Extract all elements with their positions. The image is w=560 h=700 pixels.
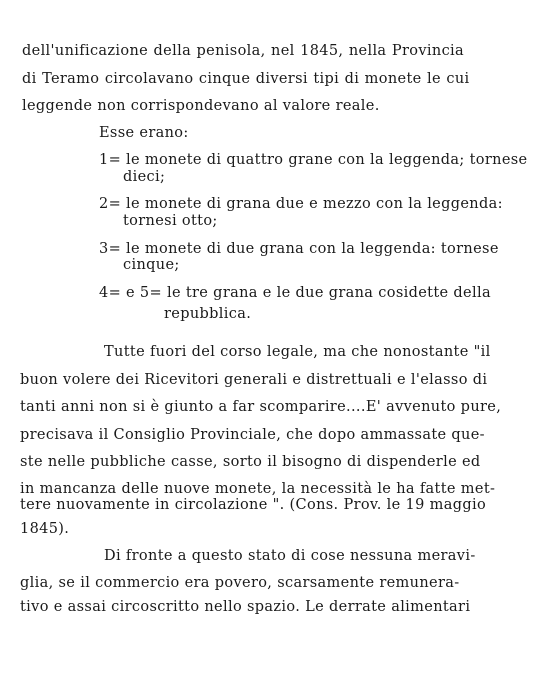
text-line: buon volere dei Ricevitori generali e distrettuali e l'elasso di: [20, 372, 488, 388]
text-line: ste nelle pubbliche casse, sorto il bisogno di dispenderle ed: [20, 454, 481, 470]
text-line: in mancanza delle nuove monete, la necessità le ha fatte met-: [20, 481, 496, 497]
list-item-continuation: dieci;: [123, 169, 166, 185]
text-line: Tutte fuori del corso legale, ma che nonostante "il: [104, 344, 491, 360]
text-line: tanti anni non si è giunto a far scomparire....E' avvenuto pure,: [20, 399, 502, 415]
text-line: 1845).: [20, 521, 70, 537]
list-item: 4= e 5= le tre grana e le due grana cosidette della: [99, 285, 491, 301]
list-item-continuation: repubblica.: [164, 306, 252, 322]
text-line: leggende non corrispondevano al valore reale.: [22, 98, 380, 114]
list-item: 1= le monete di quattro grane con la leggenda; tornese: [99, 152, 528, 168]
list-item-continuation: cinque;: [123, 257, 180, 273]
list-item-continuation: tornesi otto;: [123, 213, 218, 229]
text-line: glia, se il commercio era povero, scarsamente remunera-: [20, 575, 460, 591]
text-line: Di fronte a questo stato di cose nessuna meravi-: [104, 548, 476, 564]
list-intro: Esse erano:: [99, 125, 189, 141]
text-line: dell'unificazione della penisola, nel 1845, nella Provincia: [22, 43, 465, 59]
text-line: tere nuovamente in circolazione ". (Cons. Prov. le 19 maggio: [20, 497, 487, 513]
list-item: 3= le monete di due grana con la leggenda: tornese: [99, 241, 499, 257]
text-line: precisava il Consiglio Provinciale, che dopo ammassate que-: [20, 427, 485, 443]
list-item: 2= le monete di grana due e mezzo con la leggenda:: [99, 196, 503, 212]
text-line: tivo e assai circoscritto nello spazio. Le derrate alimentari: [20, 599, 471, 615]
text-line: di Teramo circolavano cinque diversi tipi di monete le cui: [22, 71, 470, 87]
